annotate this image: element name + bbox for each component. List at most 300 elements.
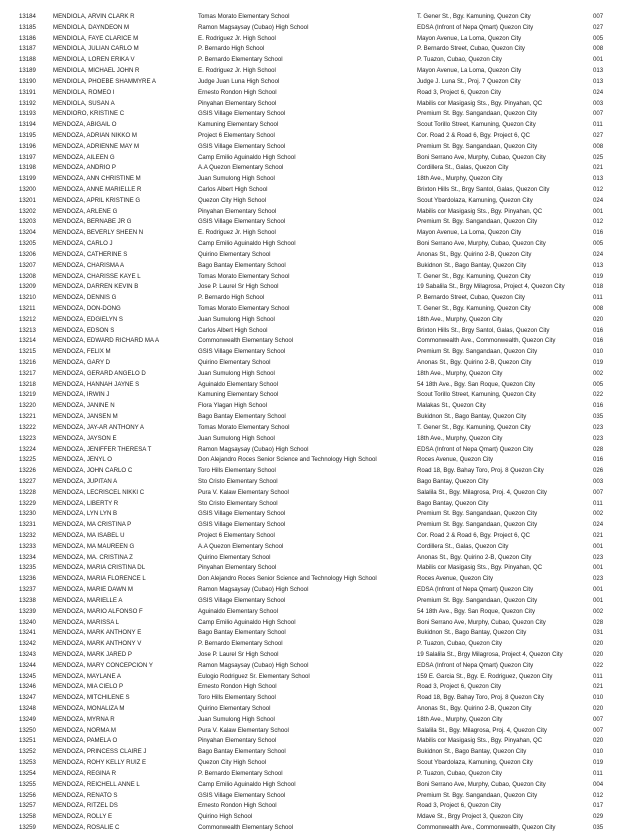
- row-number: 13185: [19, 23, 36, 31]
- person-name: MENDOZA, CHARISSE KAYE L: [53, 272, 141, 280]
- row-number: 13238: [19, 596, 36, 604]
- room-code: 019: [593, 359, 604, 366]
- school-name: Don Alejandro Roces Senior Science and Technology High School: [198, 575, 377, 583]
- school-name: Judge Juan Luna High School: [198, 77, 280, 85]
- row-number: 13203: [19, 218, 36, 226]
- person-name: MENDOZA, ROHY KELLY RUIZ E: [53, 759, 147, 767]
- room-code: 001: [593, 596, 604, 604]
- room-code: 016: [593, 229, 604, 237]
- room-code: 005: [593, 34, 604, 42]
- table-row: [0, 704, 638, 715]
- table-row: [0, 499, 638, 510]
- person-name: MENDOZA, REGINA R: [53, 769, 116, 777]
- school-name: E. Rodriguez Jr. High School: [198, 229, 276, 237]
- school-address: 18th Ave., Murphy, Quezon City: [417, 315, 503, 323]
- table-row: [0, 217, 638, 228]
- row-number: 13236: [19, 575, 36, 583]
- room-code: 013: [593, 175, 604, 183]
- person-name: MENDOZA, JAY-AR ANTHONY A: [53, 423, 144, 431]
- school-address: Boni Serrano Ave, Murphy, Cubao, Quezon City: [417, 618, 546, 626]
- table-row: [0, 520, 638, 531]
- school-address: P. Tuazon, Cubao, Quezon City: [417, 640, 502, 648]
- school-name: Juan Sumulong High School: [198, 715, 275, 723]
- row-number: 13216: [19, 359, 36, 366]
- room-code: 021: [593, 164, 604, 172]
- room-code: 024: [593, 250, 604, 258]
- room-code: 005: [593, 380, 604, 388]
- school-name: P. Bernardo High School: [198, 45, 265, 53]
- school-name: Ernesto Rondon High School: [198, 683, 277, 691]
- room-code: 008: [593, 304, 604, 312]
- person-name: MENDOZA, FELIX M: [53, 348, 111, 356]
- row-number: 13190: [19, 77, 36, 85]
- school-name: Kamuning Elementary School: [198, 121, 279, 129]
- table-row: [0, 185, 638, 196]
- row-number: 13243: [19, 650, 36, 658]
- room-code: 011: [593, 294, 603, 302]
- person-name: MENDOZA, GARY D: [53, 359, 110, 366]
- room-code: 007: [593, 488, 604, 496]
- table-row: [0, 791, 638, 802]
- school-address: EDSA (Infront of Nepa Qmart) Quezon City: [417, 23, 534, 31]
- table-row: [0, 769, 638, 780]
- person-name: MENDOZA, MARY CONCEPCION Y: [53, 661, 153, 669]
- school-name: Juan Sumulong High School: [198, 175, 275, 183]
- school-address: 18th Ave., Murphy, Quezon City: [417, 369, 503, 377]
- school-name: Carlos Albert High School: [198, 326, 268, 334]
- school-address: Cor. Road 2 & Road 6, Bgy. Project 6, QC: [417, 131, 531, 139]
- school-name: Sto Cristo Elementary School: [198, 499, 278, 507]
- room-code: 002: [593, 607, 604, 615]
- row-number: 13215: [19, 348, 36, 356]
- room-code: 003: [593, 99, 604, 107]
- school-address: Road 18, Bgy. Bahay Toro, Proj. 8 Quezon City: [417, 467, 544, 475]
- school-address: Cor. Road 2 & Road 6, Bgy. Project 6, QC: [417, 532, 531, 539]
- person-name: MENDOZA, ADRIENNE MAY M: [53, 142, 140, 150]
- person-name: MENDOZA, ANNE MARIELLE R: [53, 186, 142, 193]
- school-name: Project 6 Elementary School: [198, 532, 275, 539]
- school-name: Toro Hills Elementary School: [198, 694, 276, 702]
- room-code: 012: [593, 791, 604, 799]
- person-name: MENDOZA, MARIO ALFONSO F: [53, 607, 143, 615]
- row-number: 13220: [19, 402, 36, 410]
- room-code: 020: [593, 650, 604, 658]
- row-number: 13247: [19, 694, 36, 702]
- table-row: [0, 109, 638, 120]
- person-name: MENDOZA, MONALIZA M: [53, 705, 125, 712]
- room-code: 002: [593, 510, 604, 518]
- table-row: [0, 293, 638, 304]
- person-name: MENDOZA, MIA CIELO P: [53, 683, 124, 691]
- row-number: 13239: [19, 607, 36, 615]
- person-name: MENDOZA, LECRISCEL NIKKI C: [53, 488, 145, 496]
- row-number: 13250: [19, 726, 36, 734]
- school-address: Mayon Avenue, La Loma, Quezon City: [417, 67, 522, 75]
- row-number: 13223: [19, 434, 36, 442]
- person-name: MENDOZA, MA MAUREEN G: [53, 542, 135, 550]
- school-name: Kamuning Elementary School: [198, 391, 279, 399]
- school-address: T. Gener St., Bgy. Kamuning, Quezon City: [417, 13, 531, 20]
- table-row: [0, 282, 638, 293]
- school-address: Mayon Avenue, La Loma, Quezon City: [417, 34, 522, 42]
- school-address: Cordillera St., Galas, Quezon City: [417, 542, 509, 550]
- school-address: Mabilis cor Masigasig Sts., Bgy. Pinyahan, QC: [417, 737, 543, 745]
- row-number: 13187: [19, 45, 36, 53]
- person-name: MENDIOLA, JULIAN CARLO M: [53, 45, 139, 53]
- school-address: 19 Sabalila St., Brgy Milagrosa, Project 4, Quezon City: [417, 283, 565, 291]
- table-row: [0, 672, 638, 683]
- room-code: 024: [593, 196, 604, 204]
- room-code: 007: [593, 715, 604, 723]
- school-address: 18th Ave., Murphy, Quezon City: [417, 715, 503, 723]
- table-row: [0, 531, 638, 542]
- person-name: MENDOZA, JENIFFER THERESA T: [53, 445, 152, 453]
- room-code: 028: [593, 618, 604, 626]
- room-code: 021: [593, 532, 604, 539]
- person-name: MENDOZA, GERARD ANGELO D: [53, 369, 146, 377]
- table-row: [0, 639, 638, 650]
- room-code: 012: [593, 218, 604, 226]
- person-name: MENDOZA, MARK ANTHONY E: [53, 629, 142, 637]
- room-code: 002: [593, 369, 604, 377]
- school-name: Quirino Elementary School: [198, 250, 271, 258]
- school-name: Ramon Magsaysay (Cubao) High School: [198, 445, 309, 453]
- row-number: 13224: [19, 445, 36, 453]
- school-address: Anonas St., Bgy. Quirino 2-B, Quezon City: [417, 705, 532, 712]
- person-name: MENDOZA, MARIA CRISTINA DL: [53, 564, 146, 572]
- row-number: 13221: [19, 413, 36, 421]
- school-name: A.A Quezon Elementary School: [198, 164, 284, 172]
- school-address: Premium St. Bgy. Sangandaan, Quezon City: [417, 596, 538, 604]
- room-code: 025: [593, 153, 604, 161]
- table-row: [0, 261, 638, 272]
- school-name: Quirino Elementary School: [198, 553, 271, 561]
- table-row: [0, 563, 638, 574]
- school-address: Mdave St., Brgy Project 3, Quezon City: [417, 813, 524, 821]
- school-name: P. Bernardo High School: [198, 294, 265, 302]
- person-name: MENDOZA, MA CRISTINA P: [53, 521, 132, 529]
- row-number: 13186: [19, 34, 36, 42]
- table-row: [0, 358, 638, 369]
- table-row: [0, 434, 638, 445]
- school-address: Bago Bantay, Quezon City: [417, 477, 489, 485]
- table-row: [0, 542, 638, 553]
- room-code: 007: [593, 110, 604, 118]
- room-code: 012: [593, 186, 604, 193]
- table-row: [0, 607, 638, 618]
- row-number: 13191: [19, 88, 36, 96]
- room-code: 016: [593, 456, 604, 464]
- room-code: 023: [593, 423, 604, 431]
- school-name: Ramon Magsaysay (Cubao) High School: [198, 23, 309, 31]
- school-name: Pinyahan Elementary School: [198, 564, 277, 572]
- table-row: [0, 477, 638, 488]
- table-row: [0, 196, 638, 207]
- room-code: 035: [593, 823, 604, 831]
- table-row: [0, 99, 638, 110]
- person-name: MENDOZA, JANINE N: [53, 402, 115, 410]
- room-code: 017: [593, 802, 604, 810]
- room-code: 027: [593, 23, 604, 31]
- person-name: MENDOZA, CARLO J: [53, 240, 113, 248]
- table-row: [0, 34, 638, 45]
- person-name: MENDOZA, MITCHILENE S: [53, 694, 130, 702]
- row-number: 13189: [19, 67, 36, 75]
- row-number: 13246: [19, 683, 36, 691]
- table-row: [0, 455, 638, 466]
- room-code: 001: [593, 207, 604, 215]
- school-name: Jose P. Laurel Sr High School: [198, 650, 279, 658]
- table-row: [0, 12, 638, 23]
- table-row: [0, 336, 638, 347]
- school-name: P. Bernardo Elementary School: [198, 56, 283, 64]
- school-address: Premium St. Bgy. Sangandaan, Quezon City: [417, 521, 538, 529]
- table-row: [0, 693, 638, 704]
- school-name: Pinyahan Elementary School: [198, 99, 277, 107]
- school-name: Camp Emilio Aguinaldo High School: [198, 780, 296, 788]
- room-code: 027: [593, 131, 604, 139]
- school-address: Boni Serrano Ave, Murphy, Cubao, Quezon City: [417, 780, 546, 788]
- school-address: T. Gener St., Bgy. Kamuning, Quezon City: [417, 272, 531, 280]
- room-code: 007: [593, 726, 604, 734]
- school-name: GSIS Village Elementary School: [198, 142, 286, 150]
- table-row: [0, 153, 638, 164]
- row-number: 13227: [19, 477, 36, 485]
- row-number: 13259: [19, 823, 36, 831]
- school-address: Road 3, Project 6, Quezon City: [417, 88, 502, 96]
- row-number: 13248: [19, 705, 36, 712]
- school-address: P. Tuazon, Cubao, Quezon City: [417, 769, 502, 777]
- room-code: 028: [593, 445, 604, 453]
- person-name: MENDOZA, MARIA FLORENCE L: [53, 575, 146, 583]
- person-name: MENDOZA, JANSEN M: [53, 413, 118, 421]
- row-number: 13240: [19, 618, 36, 626]
- row-number: 13207: [19, 261, 36, 269]
- room-code: 004: [593, 780, 604, 788]
- row-number: 13234: [19, 553, 36, 561]
- room-code: 022: [593, 391, 604, 399]
- school-address: Malakas St., Quezon City: [417, 402, 486, 410]
- row-number: 13251: [19, 737, 36, 745]
- row-number: 13209: [19, 283, 36, 291]
- table-row: [0, 272, 638, 283]
- table-row: [0, 726, 638, 737]
- room-code: 023: [593, 434, 604, 442]
- person-name: MENDOZA, MARIE DAWN M: [53, 586, 134, 594]
- row-number: 13249: [19, 715, 36, 723]
- row-number: 13211: [19, 304, 36, 312]
- person-name: MENDOZA, NORMA M: [53, 726, 116, 734]
- row-number: 13237: [19, 586, 36, 594]
- person-name: MENDIOLA, MICHAEL JOHN R: [53, 67, 140, 75]
- school-name: Bago Bantay Elementary School: [198, 413, 286, 421]
- row-number: 13193: [19, 110, 36, 118]
- school-name: Jose P. Laurel Sr High School: [198, 283, 279, 291]
- school-name: Juan Sumulong High School: [198, 369, 275, 377]
- row-number: 13241: [19, 629, 36, 637]
- person-name: MENDOZA, MARISSA L: [53, 618, 120, 626]
- table-row: [0, 44, 638, 55]
- table-row: [0, 347, 638, 358]
- room-code: 016: [593, 337, 604, 345]
- table-row: [0, 618, 638, 629]
- room-code: 010: [593, 694, 604, 702]
- room-code: 001: [593, 564, 604, 572]
- table-row: [0, 88, 638, 99]
- school-address: Premium St. Bgy. Sangandaan, Quezon City: [417, 142, 538, 150]
- person-name: MENDOZA, LYN LYN B: [53, 510, 118, 518]
- person-name: MENDOZA, MYRNA R: [53, 715, 115, 723]
- row-number: 13256: [19, 791, 36, 799]
- school-name: A.A Quezon Elementary School: [198, 542, 284, 550]
- person-name: MENDIOLA, LOREN ERIKA V: [53, 56, 135, 64]
- school-address: Anonas St., Bgy. Quirino 2-B, Quezon City: [417, 250, 532, 258]
- room-code: 007: [593, 13, 604, 20]
- school-name: Tomas Morato Elementary School: [198, 304, 290, 312]
- school-name: Quirino High School: [198, 813, 253, 821]
- school-address: Mabilis cor Masigasig Sts., Bgy. Pinyahan, QC: [417, 99, 543, 107]
- table-row: [0, 174, 638, 185]
- room-code: 019: [593, 272, 604, 280]
- table-row: [0, 509, 638, 520]
- person-name: MENDOZA, MARK JARED P: [53, 650, 132, 658]
- school-address: Scout Torillo Street, Kamuning, Quezon City: [417, 121, 536, 129]
- person-name: MENDOZA, RITZEL DS: [53, 802, 118, 810]
- table-row: [0, 801, 638, 812]
- room-code: 029: [593, 813, 604, 821]
- school-address: Premium St. Bgy. Sangandaan, Quezon City: [417, 218, 538, 226]
- school-name: Pinyahan Elementary School: [198, 207, 277, 215]
- room-code: 023: [593, 553, 604, 561]
- school-name: GSIS Village Elementary School: [198, 510, 286, 518]
- room-code: 011: [593, 769, 603, 777]
- school-name: Pinyahan Elementary School: [198, 737, 277, 745]
- person-name: MENDOZA, ANDRIO P: [53, 164, 116, 172]
- row-number: 13258: [19, 813, 36, 821]
- row-number: 13206: [19, 250, 36, 258]
- room-code: 011: [593, 672, 603, 680]
- school-name: Aguinaldo Elementary School: [198, 607, 278, 615]
- person-name: MENDOZA, LIBERTY R: [53, 499, 119, 507]
- person-name: MENDOZA, PAMELA O: [53, 737, 118, 745]
- row-number: 13254: [19, 769, 36, 777]
- row-number: 13194: [19, 121, 36, 129]
- school-name: E. Rodriguez Jr. High School: [198, 34, 276, 42]
- row-number: 13217: [19, 369, 36, 377]
- person-name: MENDOZA, ADRIAN NIKKO M: [53, 131, 137, 139]
- room-code: 001: [593, 56, 604, 64]
- room-code: 011: [593, 499, 603, 507]
- room-code: 013: [593, 261, 604, 269]
- school-address: Boni Serrano Ave, Murphy, Cubao, Quezon City: [417, 240, 546, 248]
- school-name: Commonwealth Elementary School: [198, 823, 294, 831]
- school-address: Premium St. Bgy. Sangandaan, Quezon City: [417, 510, 538, 518]
- row-number: 13229: [19, 499, 36, 507]
- person-name: MENDOZA, BERNABE JR G: [53, 218, 132, 226]
- person-name: MENDIOLA, PHOEBE SHAMMYRE A: [53, 77, 156, 85]
- table-row: [0, 412, 638, 423]
- person-name: MENDOZA, HANNAH JAYNE S: [53, 380, 140, 388]
- row-number: 13230: [19, 510, 36, 518]
- school-address: Judge J. Luna St., Proj. 7 Quezon City: [417, 77, 521, 85]
- table-row: [0, 682, 638, 693]
- room-code: 001: [593, 586, 604, 594]
- person-name: MENDOZA, MARK ANTHONY V: [53, 640, 142, 648]
- room-code: 024: [593, 521, 604, 529]
- school-address: Bukidnon St., Bago Bantay, Quezon City: [417, 748, 527, 756]
- row-number: 13184: [19, 13, 36, 20]
- school-name: Pura V. Kalaw Elementary School: [198, 488, 289, 496]
- room-code: 020: [593, 737, 604, 745]
- school-address: Scout Ybardolaza, Kamuning, Quezon City: [417, 759, 533, 767]
- person-name: MENDOZA, CHARISMA A: [53, 261, 125, 269]
- table-row: [0, 55, 638, 66]
- row-number: 13200: [19, 186, 36, 193]
- room-code: 019: [593, 759, 604, 767]
- row-number: 13222: [19, 423, 36, 431]
- room-code: 023: [593, 575, 604, 583]
- person-name: MENDIORO, KRISTINE C: [53, 110, 125, 118]
- row-number: 13242: [19, 640, 36, 648]
- person-name: MENDOZA, DARREN KEVIN B: [53, 283, 139, 291]
- person-name: MENDOZA, BEVERLY SHEEN N: [53, 229, 144, 237]
- school-name: Quezon City High School: [198, 196, 267, 204]
- table-row: [0, 239, 638, 250]
- row-number: 13233: [19, 542, 36, 550]
- school-address: Anonas St., Bgy. Quirino 2-B, Quezon City: [417, 553, 532, 561]
- school-name: Camp Emilio Aguinaldo High School: [198, 153, 296, 161]
- school-name: Tomas Morato Elementary School: [198, 13, 290, 20]
- person-name: MENDOZA, APRIL KRISTINE G: [53, 196, 141, 204]
- row-number: 13195: [19, 131, 36, 139]
- row-number: 13210: [19, 294, 36, 302]
- school-name: E. Rodriguez Jr. High School: [198, 67, 276, 75]
- row-number: 13257: [19, 802, 36, 810]
- school-address: Bukidnon St., Bago Bantay, Quezon City: [417, 261, 527, 269]
- row-number: 13199: [19, 175, 36, 183]
- person-name: MENDOZA, REICHELL ANNE L: [53, 780, 140, 788]
- table-row: [0, 488, 638, 499]
- person-name: MENDOZA, EDGIELYN S: [53, 315, 123, 323]
- row-number: 13226: [19, 467, 36, 475]
- school-address: Mabilis cor Masigasig Sts., Bgy. Pinyahan, QC: [417, 564, 543, 572]
- person-name: MENDOZA, MA ISABEL U: [53, 532, 125, 539]
- school-name: Sto Cristo Elementary School: [198, 477, 278, 485]
- room-code: 020: [593, 640, 604, 648]
- school-name: Commonwealth Elementary School: [198, 337, 294, 345]
- table-row: [0, 131, 638, 142]
- person-name: MENDIOLA, FAYE CLARICE M: [53, 34, 139, 42]
- table-row: [0, 380, 638, 391]
- table-row: [0, 304, 638, 315]
- person-name: MENDOZA, JUPITAN A: [53, 477, 118, 485]
- school-name: Camp Emilio Aguinaldo High School: [198, 618, 296, 626]
- row-number: 13225: [19, 456, 36, 464]
- school-address: Salalila St., Bgy. Milagrosa, Proj. 4, Quezon City: [417, 726, 547, 734]
- person-name: MENDOZA, DENNIS G: [53, 294, 117, 302]
- room-code: 008: [593, 142, 604, 150]
- school-name: Ernesto Rondon High School: [198, 88, 277, 96]
- school-address: Brixton Hills St., Brgy Santol, Galas, Quezon City: [417, 326, 550, 334]
- school-name: Quirino Elementary School: [198, 359, 271, 366]
- table-row: [0, 747, 638, 758]
- table-row: [0, 650, 638, 661]
- table-row: [0, 585, 638, 596]
- school-address: Bago Bantay, Quezon City: [417, 499, 489, 507]
- school-name: Bago Bantay Elementary School: [198, 261, 286, 269]
- school-address: Bukidnon St., Bago Bantay, Quezon City: [417, 629, 527, 637]
- school-address: Boni Serrano Ave, Murphy, Cubao, Quezon City: [417, 153, 546, 161]
